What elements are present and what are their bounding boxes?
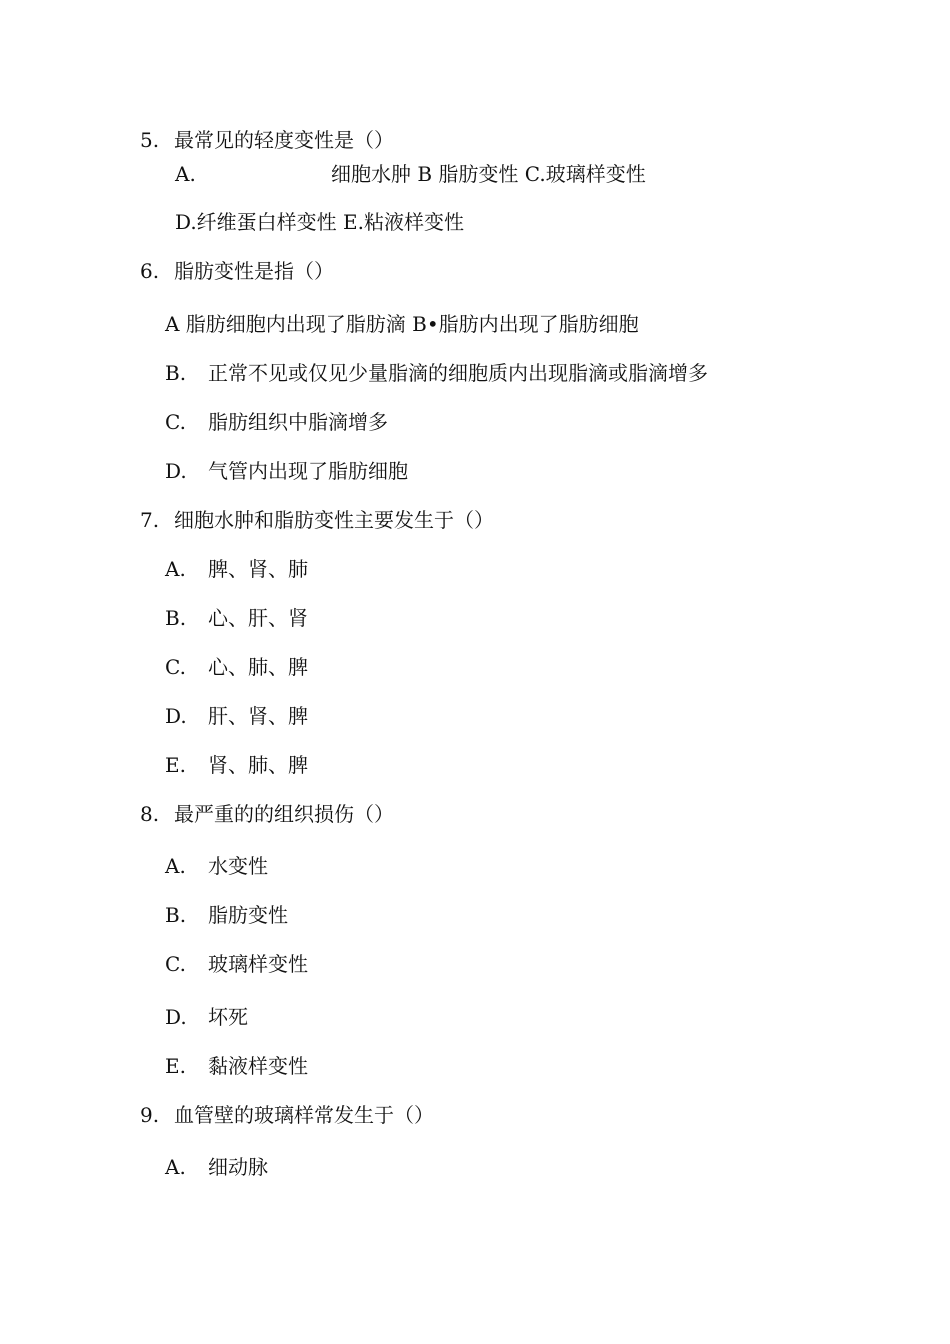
option-a-text: 细胞水肿 B 脂肪变性 C.玻璃样变性	[331, 162, 646, 186]
option-label: C.	[165, 410, 186, 434]
option-d	[165, 1005, 248, 1029]
question-6	[140, 259, 334, 283]
question-text: 细胞水肿和脂肪变性主要发生于（）	[174, 508, 494, 532]
option-text: 心、肺、脾	[208, 655, 308, 679]
option-text: 肝、肾、脾	[208, 704, 308, 728]
option-label: C.	[165, 952, 186, 976]
question-number: 9.	[140, 1103, 160, 1127]
question-5	[140, 128, 394, 152]
option-text: 水变性	[208, 854, 268, 878]
option-label: A.	[165, 854, 186, 878]
option-text: 玻璃样变性	[208, 952, 308, 976]
option-a	[165, 557, 308, 581]
option-label: A.	[165, 1155, 186, 1179]
question-9	[140, 1103, 434, 1127]
option-a	[165, 854, 268, 878]
option-d-line: D.纤维蛋白样变性 E.粘液样变性	[175, 210, 464, 234]
option-text: 细动脉	[208, 1155, 268, 1179]
option-label: C.	[165, 655, 186, 679]
option-c	[165, 655, 308, 679]
option-text: 黏液样变性	[208, 1054, 308, 1078]
option-c	[165, 410, 388, 434]
option-text: 脂肪组织中脂滴增多	[208, 410, 388, 434]
option-text: 心、肝、肾	[208, 606, 308, 630]
question-text: 血管壁的玻璃样常发生于（）	[174, 1103, 434, 1127]
option-e	[165, 753, 308, 777]
option-c	[165, 952, 308, 976]
option-label: D.	[165, 704, 187, 728]
option-b	[165, 903, 288, 927]
option-label: B.	[165, 361, 187, 385]
question-number: 5.	[140, 128, 160, 152]
question-7	[140, 508, 494, 532]
option-d	[165, 459, 408, 483]
option-label: B.	[165, 903, 187, 927]
question-text: 脂肪变性是指（）	[174, 259, 334, 283]
option-label: D.	[165, 459, 187, 483]
option-a	[165, 1155, 268, 1179]
option-a-label: A.	[175, 162, 196, 186]
question-text: 最常见的轻度变性是（）	[174, 128, 394, 152]
question-8	[140, 802, 394, 826]
option-label: A.	[165, 557, 186, 581]
option-label: E.	[165, 753, 186, 777]
option-text: 脂肪变性	[208, 903, 288, 927]
option-b	[165, 606, 308, 630]
option-d	[165, 704, 308, 728]
question-text: 最严重的的组织损伤（）	[174, 802, 394, 826]
question-number: 7.	[140, 508, 160, 532]
option-text: 脾、肾、肺	[208, 557, 308, 581]
option-text: 坏死	[208, 1005, 248, 1029]
question-number: 8.	[140, 802, 160, 826]
question-number: 6.	[140, 259, 160, 283]
option-label: B.	[165, 606, 187, 630]
option-b	[165, 361, 708, 385]
option-label: D.	[165, 1005, 187, 1029]
option-text: 肾、肺、脾	[208, 753, 308, 777]
option-label: E.	[165, 1054, 186, 1078]
option-e	[165, 1054, 308, 1078]
option-text: 气管内出现了脂肪细胞	[208, 459, 408, 483]
option-a-line: A 脂肪细胞内出现了脂肪滴 B•脂肪内出现了脂肪细胞	[165, 312, 639, 336]
option-text: 正常不见或仅见少量脂滴的细胞质内出现脂滴或脂滴增多	[208, 361, 708, 385]
